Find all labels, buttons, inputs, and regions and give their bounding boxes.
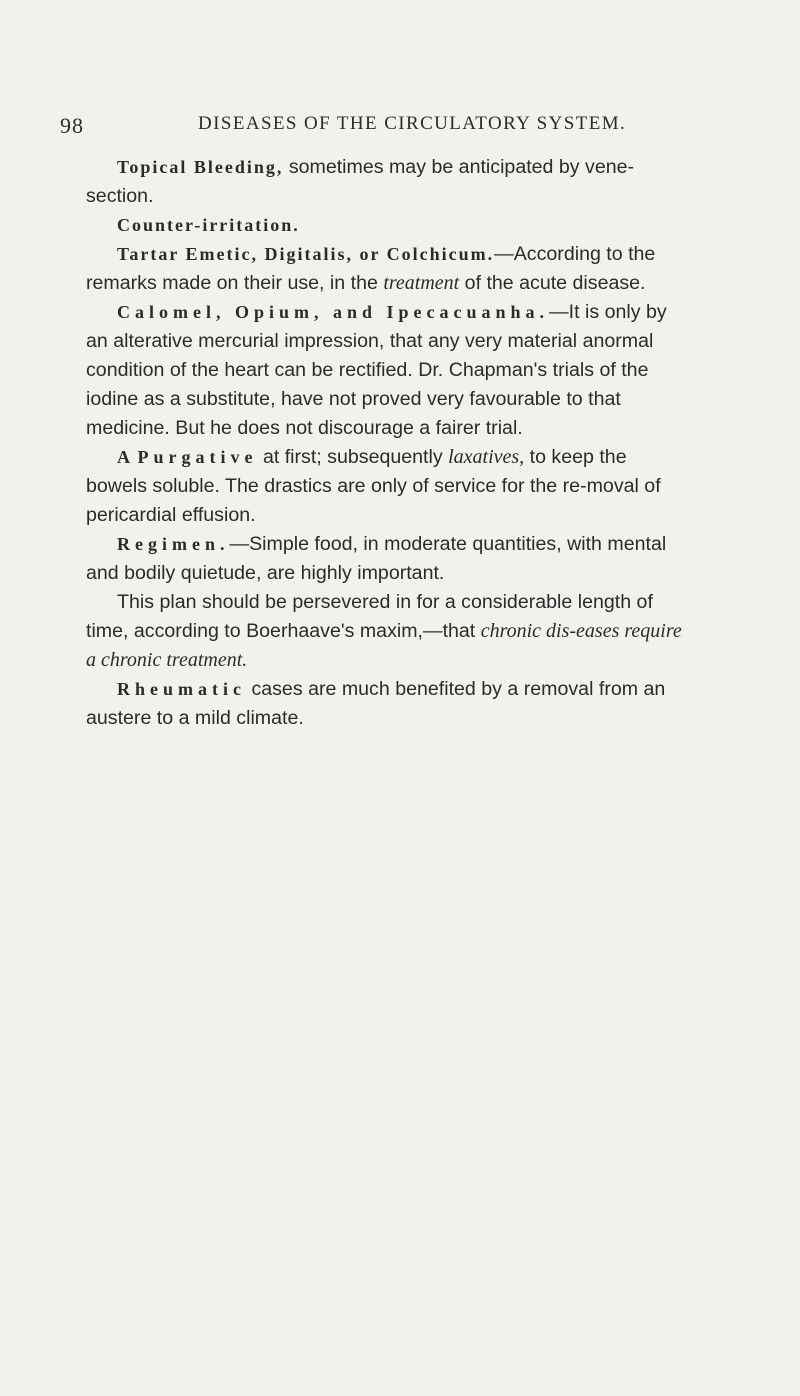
italic-text: laxatives, [448, 446, 525, 468]
paragraph-regimen [86, 530, 692, 588]
page-header [60, 103, 740, 143]
paragraph-heading: Purgative [137, 447, 258, 467]
paragraph-rheumatic [86, 675, 692, 733]
paragraph-text: —Simple food, in moderate quantities, with mental and bodily quietude, are highly important. [86, 533, 667, 584]
paragraph-text: This plan should be persevered in for a considerable length of time, according to Boerhaave's maxim,—that [86, 591, 653, 642]
paragraph-heading: Regimen. [117, 534, 230, 554]
paragraph-text: —According to the remarks made on their use, in the [86, 243, 656, 294]
paragraph-heading: Topical Bleeding, [117, 157, 284, 177]
paragraph-counter-irritation [86, 211, 692, 240]
paragraph-text: to keep the bowels soluble. The drastics are only of service for the re-moval of pericardial effusion. [86, 446, 661, 526]
paragraph-topical-bleeding [86, 153, 692, 211]
paragraph-heading: Counter-irritation. [117, 215, 300, 235]
page-number: 98 [60, 113, 84, 138]
paragraph-calomel [86, 298, 692, 443]
paragraph-tartar-emetic [86, 240, 692, 298]
paragraph-lead: A [117, 447, 138, 467]
paragraph-text: cases are much benefited by a removal from an austere to a mild climate. [86, 678, 666, 729]
italic-text: chronic dis-eases require a chronic treatment. [86, 620, 682, 671]
paragraph-heading: Rheumatic [117, 679, 246, 699]
paragraph-plan [86, 588, 692, 675]
paragraph-text: at first; subsequently [257, 446, 449, 468]
paragraph-text: of the acute disease. [459, 272, 646, 294]
paragraph-purgative [86, 443, 692, 530]
paragraph-text: sometimes may be anticipated by vene-section. [86, 156, 635, 207]
paragraph-heading: Tartar Emetic, Digitalis, or Colchicum. [117, 244, 495, 264]
paragraph-heading: Calomel, Opium, and Ipecacuanha. [117, 302, 550, 322]
body-text [86, 153, 692, 733]
paragraph-text: —It is only by an alterative mercurial impression, that any very material anormal condition of the heart can be rectified. Dr. Chapman's trials of the iodine as a substitute, have not proved very favourable to that medicine. But he does not discourage a fairer trial. [86, 301, 667, 439]
running-title: DISEASES OF THE CIRCULATORY SYSTEM. [198, 113, 627, 134]
italic-text: treatment [383, 272, 460, 294]
